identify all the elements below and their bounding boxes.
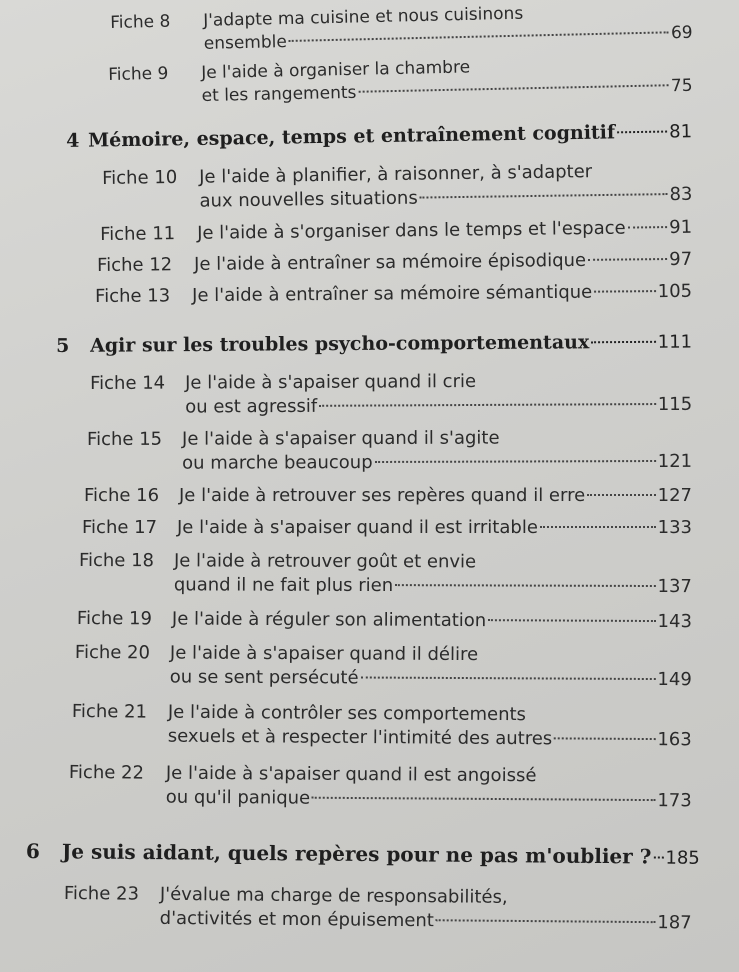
dot-leader bbox=[591, 341, 655, 343]
page-number: 149 bbox=[657, 669, 692, 691]
fiche-label: Fiche 15 bbox=[87, 428, 163, 450]
page-number: 83 bbox=[669, 183, 693, 206]
entry-title-line: Je l'aide à réguler son alimentation bbox=[171, 608, 487, 632]
chapter-number: 6 bbox=[25, 839, 40, 864]
fiche-label: Fiche 22 bbox=[68, 762, 145, 784]
entry-title-line: Je l'aide à retrouver ses repères quand il erre bbox=[179, 485, 586, 506]
page-number: 75 bbox=[670, 75, 693, 97]
page-number: 81 bbox=[669, 121, 693, 143]
entry-title-line: ou marche beaucoup bbox=[182, 452, 373, 474]
dot-leader bbox=[312, 797, 655, 801]
entry-title-line: Je l'aide à contrôler ses comportements bbox=[167, 701, 527, 726]
chapter-title: Agir sur les troubles psycho-comportementaux bbox=[89, 331, 590, 357]
toc-entry-fiche-19 bbox=[77, 607, 692, 634]
fiche-label: Fiche 20 bbox=[74, 642, 151, 664]
chapter-heading-4 bbox=[66, 120, 692, 152]
dot-leader bbox=[319, 403, 656, 407]
toc-entry-fiche-16 bbox=[84, 484, 692, 508]
chapter-title: Mémoire, espace, temps et entraînement cognitif bbox=[87, 121, 616, 152]
entry-title-line: et les rangements bbox=[201, 82, 357, 107]
page-number: 97 bbox=[669, 248, 693, 271]
toc-entry-fiche-12 bbox=[97, 248, 692, 278]
chapter-number: 5 bbox=[56, 334, 70, 357]
dot-leader bbox=[653, 856, 663, 858]
page-number: 121 bbox=[657, 450, 693, 473]
toc-entry-fiche-22 bbox=[69, 761, 692, 813]
toc-entry-fiche-18 bbox=[79, 549, 692, 599]
dot-leader bbox=[617, 131, 667, 134]
fiche-label: Fiche 17 bbox=[82, 517, 158, 538]
dot-leader bbox=[554, 737, 655, 740]
entry-title-line: Je l'aide à s'apaiser quand il délire bbox=[169, 642, 479, 666]
toc-entry-fiche-13 bbox=[95, 280, 692, 309]
page-number: 143 bbox=[657, 611, 692, 633]
toc-entry-fiche-11 bbox=[100, 216, 692, 247]
page-number: 185 bbox=[665, 847, 700, 869]
entry-title-line: Je l'aide à entraîner sa mémoire épisodique bbox=[194, 249, 587, 275]
entry-title-line: Je l'aide à s'organiser dans le temps et l'espace bbox=[197, 217, 626, 244]
dot-leader bbox=[594, 290, 656, 293]
dot-leader bbox=[289, 31, 669, 42]
fiche-label: Fiche 16 bbox=[84, 485, 160, 506]
dot-leader bbox=[436, 919, 655, 923]
fiche-label: Fiche 21 bbox=[71, 701, 148, 723]
chapter-title: Je suis aidant, quels repères pour ne pas m'oublier ? bbox=[61, 839, 652, 869]
page-number: 115 bbox=[657, 393, 693, 416]
entry-title-line: Je l'aide à organiser la chambre bbox=[201, 57, 471, 84]
toc-entry-fiche-20 bbox=[75, 641, 692, 692]
page-number: 105 bbox=[657, 280, 693, 303]
fiche-label: Fiche 8 bbox=[110, 11, 171, 33]
entry-title-line: ou se sent persécuté bbox=[169, 666, 359, 689]
toc-entry-fiche-17 bbox=[82, 516, 692, 540]
chapter-heading-6 bbox=[25, 839, 700, 869]
dot-leader bbox=[361, 676, 656, 680]
entry-title-line: Je l'aide à retrouver goût et envie bbox=[173, 550, 477, 573]
toc-entry-fiche-10 bbox=[102, 159, 693, 215]
fiche-label: Fiche 18 bbox=[78, 550, 155, 572]
toc-entry-fiche-23 bbox=[64, 882, 692, 935]
page-number: 173 bbox=[657, 790, 692, 812]
chapter-number: 4 bbox=[66, 129, 80, 152]
page-number: 133 bbox=[657, 517, 692, 538]
fiche-label: Fiche 13 bbox=[95, 285, 171, 307]
fiche-label: Fiche 12 bbox=[97, 254, 173, 276]
page-number: 69 bbox=[670, 22, 693, 44]
toc-entry-fiche-21 bbox=[72, 700, 692, 752]
entry-title-line: Je l'aide à s'apaiser quand il crie bbox=[185, 370, 477, 394]
entry-title-line: aux nouvelles situations bbox=[199, 187, 418, 212]
toc-entry-fiche-14 bbox=[90, 369, 692, 420]
page-number: 91 bbox=[669, 216, 693, 239]
entry-title-line: sexuels et à respecter l'intimité des autres bbox=[167, 725, 553, 750]
entry-title-line: J'adapte ma cuisine et nous cuisinons bbox=[202, 3, 524, 31]
fiche-label: Fiche 23 bbox=[63, 882, 140, 905]
entry-title-line: Je l'aide à s'apaiser quand il s'agite bbox=[182, 427, 500, 450]
fiche-label: Fiche 19 bbox=[76, 608, 153, 630]
toc-entry-fiche-9 bbox=[108, 52, 693, 110]
dot-leader bbox=[540, 526, 656, 528]
entry-title-line: Je l'aide à s'apaiser quand il est irritable bbox=[177, 517, 538, 538]
entry-title-line: Je l'aide à entraîner sa mémoire sémantique bbox=[192, 281, 593, 307]
fiche-label: Fiche 9 bbox=[108, 63, 169, 85]
fiche-label: Fiche 11 bbox=[100, 223, 176, 245]
dot-leader bbox=[420, 193, 668, 198]
dot-leader bbox=[375, 460, 656, 463]
page-number: 111 bbox=[657, 331, 693, 353]
dot-leader bbox=[588, 258, 667, 261]
entry-title-line: d'activités et mon épuisement bbox=[159, 907, 434, 932]
chapter-heading-5 bbox=[56, 331, 692, 357]
toc-entry-fiche-8 bbox=[110, 0, 693, 58]
dot-leader bbox=[395, 584, 655, 587]
dot-leader bbox=[358, 84, 669, 93]
page-number: 163 bbox=[657, 729, 692, 751]
dot-leader bbox=[587, 494, 655, 496]
entry-title-line: Je l'aide à s'apaiser quand il est angoissé bbox=[165, 762, 537, 787]
entry-title-line: Je l'aide à planifier, à raisonner, à s'adapter bbox=[199, 161, 593, 188]
fiche-label: Fiche 10 bbox=[102, 166, 178, 189]
page-number: 127 bbox=[657, 485, 692, 506]
page-number: 137 bbox=[657, 576, 692, 598]
entry-title-line: quand il ne fait plus rien bbox=[173, 574, 394, 597]
entry-title-line: ou qu'il panique bbox=[165, 786, 311, 809]
dot-leader bbox=[628, 226, 668, 228]
entry-title-line: ou est agressif bbox=[185, 395, 318, 418]
dot-leader bbox=[488, 619, 655, 622]
page-number: 187 bbox=[657, 912, 692, 934]
entry-title-line: ensemble bbox=[203, 31, 288, 54]
entry-title-line: J'évalue ma charge de responsabilités, bbox=[159, 883, 508, 908]
fiche-label: Fiche 14 bbox=[90, 372, 166, 394]
toc-entry-fiche-15 bbox=[87, 426, 692, 476]
